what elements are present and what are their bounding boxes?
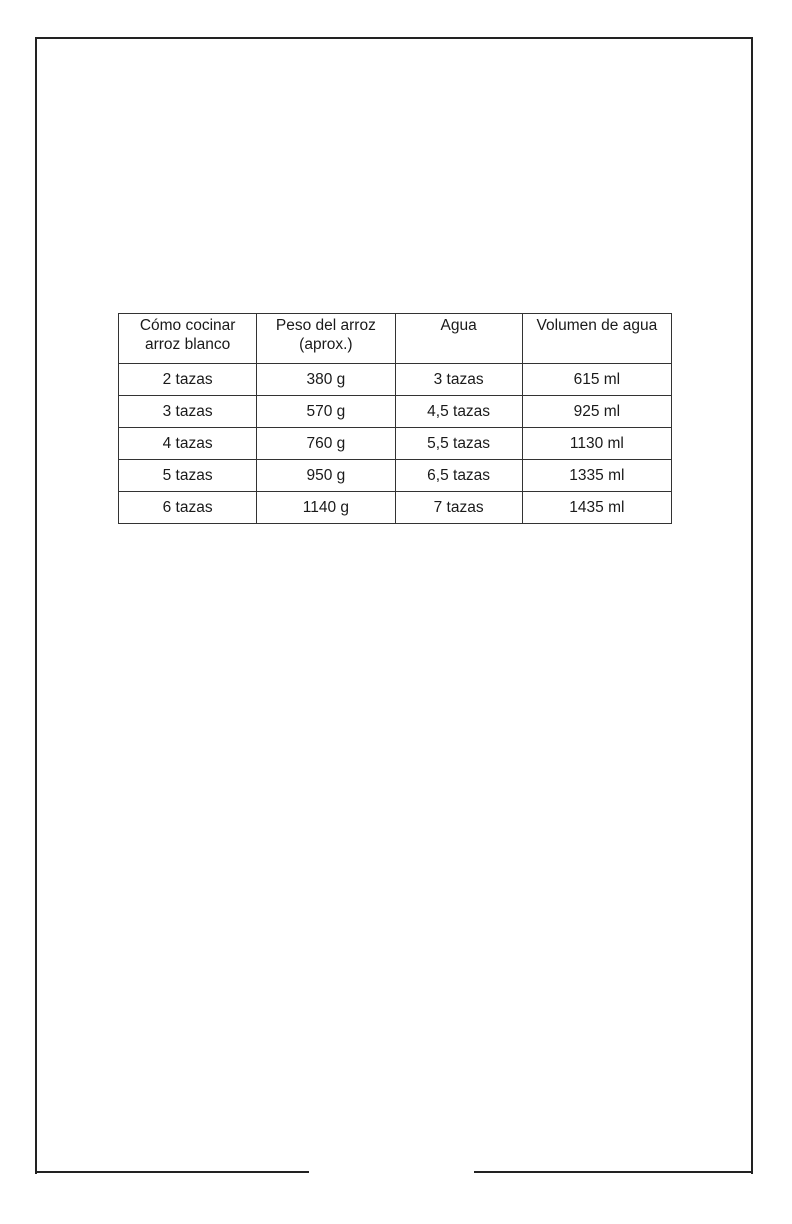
header-cell-white-rice	[119, 314, 257, 364]
table-cell: 5 tazas	[119, 460, 257, 492]
page-border	[35, 37, 753, 1174]
table-cell: 1140 g	[257, 492, 395, 524]
table-cell: 3 tazas	[395, 364, 522, 396]
header-text: Cómo cocinar	[139, 317, 236, 334]
table-cell: 4 tazas	[119, 428, 257, 460]
table-header-row	[119, 314, 672, 364]
header-text: arroz blanco	[144, 336, 231, 353]
header-cell-water	[395, 314, 522, 364]
table-cell: 7 tazas	[395, 492, 522, 524]
table-cell: 4,5 tazas	[395, 396, 522, 428]
table-cell: 570 g	[257, 396, 395, 428]
table-cell: 1130 ml	[522, 428, 671, 460]
header-cell-water-volume	[522, 314, 671, 364]
table-cell: 925 ml	[522, 396, 671, 428]
table-row	[119, 428, 672, 460]
header-cell-rice-weight	[257, 314, 395, 364]
table-cell: 950 g	[257, 460, 395, 492]
table-cell: 380 g	[257, 364, 395, 396]
bottom-rule-left	[35, 1171, 309, 1173]
table-cell: 760 g	[257, 428, 395, 460]
table-row	[119, 492, 672, 524]
table-cell: 3 tazas	[119, 396, 257, 428]
table-cell: 1435 ml	[522, 492, 671, 524]
rice-cooking-table	[118, 313, 672, 524]
table-cell: 615 ml	[522, 364, 671, 396]
table-cell: 5,5 tazas	[395, 428, 522, 460]
bottom-rule-right	[474, 1171, 753, 1173]
header-text: Peso del arroz	[275, 317, 376, 334]
table-row	[119, 364, 672, 396]
table-row	[119, 396, 672, 428]
header-text: Agua	[440, 317, 477, 334]
table-cell: 2 tazas	[119, 364, 257, 396]
header-text: Volumen de agua	[536, 317, 658, 334]
header-text: (aprox.)	[299, 336, 353, 353]
table-cell: 6 tazas	[119, 492, 257, 524]
table-cell: 6,5 tazas	[395, 460, 522, 492]
table-cell: 1335 ml	[522, 460, 671, 492]
table-row	[119, 460, 672, 492]
